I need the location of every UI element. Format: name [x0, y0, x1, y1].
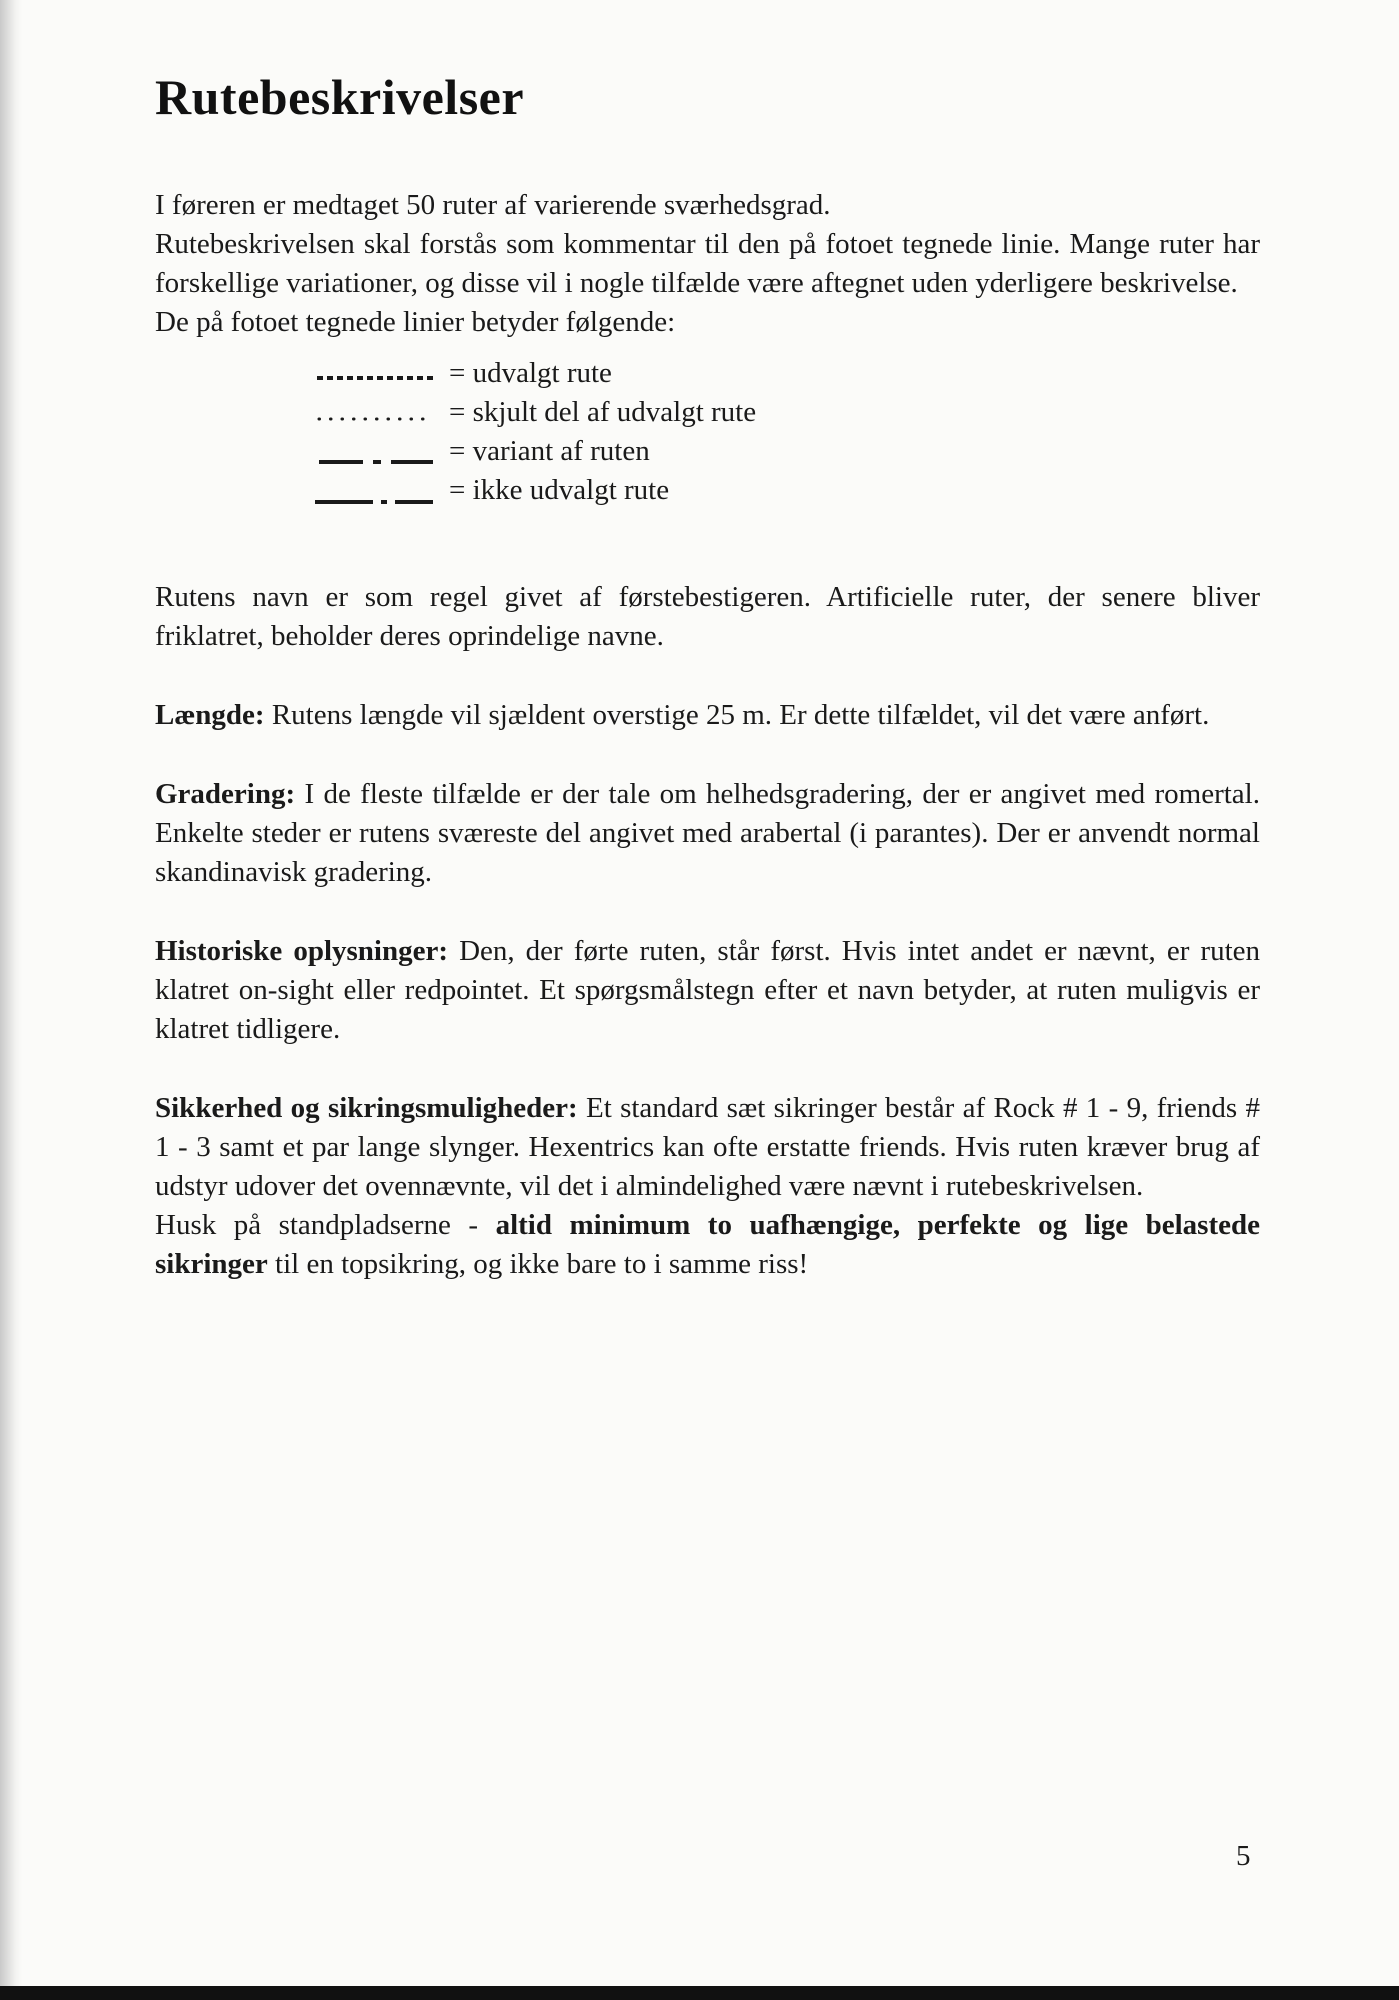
intro-block: [155, 186, 1260, 342]
safety-text: Et standard sæt sikringer består af Rock # 1 - 9, friends # 1 - 3 samt et par lange slynger. Hexentrics kan ofte erstatte friends. Hvis ruten kræver brug af udstyr udover det ovennævnte, vil det i almindelighed være nævnt i rutebeskrivelsen.: [155, 1092, 1260, 1202]
legend-text-selected-route: = udvalgt rute: [449, 357, 612, 389]
grading-text: I de fleste tilfælde er der tale om helhedsgradering, der er angivet med romertal. Enkelte steder er rutens sværeste del angivet med arabertal (i parantes). Der er anvendt normal skandinavisk gradering.: [155, 778, 1260, 888]
page-number: 5: [1236, 1840, 1251, 1872]
legend-row-not-selected: [315, 471, 1260, 510]
reminder-start: Husk på standpladserne -: [155, 1209, 496, 1241]
intro-line-3: De på fotoet tegnede linier betyder følgende:: [155, 306, 676, 338]
intro-line-2: Rutebeskrivelsen skal forstås som kommentar til den på fotoet tegnede linie. Mange ruter har forskellige variationer, og disse vil i nogle tilfælde være aftegnet uden yderligere beskrivelse.: [155, 228, 1260, 299]
legend-row-hidden-part: [315, 393, 1260, 432]
dashed-line-icon: [315, 354, 435, 393]
scan-bottom-edge: [0, 1986, 1399, 2000]
history-paragraph: [155, 932, 1260, 1049]
grading-label: Gradering:: [155, 778, 296, 810]
length-paragraph: [155, 696, 1260, 735]
safety-label: Sikkerhed og sikringsmuligheder:: [155, 1092, 578, 1124]
legend-row-variant: [315, 432, 1260, 471]
route-names-paragraph: Rutens navn er som regel givet af førstebestigeren. Artificielle ruter, der senere bliver friklatret, beholder deres oprindelige navne.: [155, 581, 1260, 652]
history-label: Historiske oplysninger:: [155, 935, 449, 967]
safety-reminder: [155, 1206, 1260, 1284]
length-text: Rutens længde vil sjældent overstige 25 m. Er dette tilfældet, vil det være anført.: [264, 699, 1210, 731]
reminder-end: til en topsikring, og ikke bare to i samme riss!: [267, 1248, 809, 1280]
reminder-bold: altid minimum to uafhængige, perfekte og lige belastede sikringer: [155, 1209, 1260, 1280]
grading-paragraph: [155, 775, 1260, 892]
intro-line-1: I føreren er medtaget 50 ruter af varierende sværhedsgrad.: [155, 189, 831, 221]
page-gutter-shadow: [0, 0, 22, 2000]
length-label: Længde:: [155, 699, 265, 731]
safety-paragraph: [155, 1089, 1260, 1206]
legend-text-not-selected: = ikke udvalgt rute: [449, 474, 670, 506]
dash-dot-solid-line-icon: [315, 471, 435, 510]
line-legend: [315, 354, 1260, 510]
dash-dot-line-icon: [315, 432, 435, 471]
page-content: [155, 68, 1260, 1284]
legend-row-selected-route: [315, 354, 1260, 393]
legend-text-hidden-part: = skjult del af udvalgt rute: [449, 396, 757, 428]
page-title: Rutebeskrivelser: [155, 69, 525, 125]
history-text: Den, der førte ruten, står først. Hvis intet andet er nævnt, er ruten klatret on-sight eller redpointet. Et spørgsmålstegn efter et navn betyder, at ruten muligvis er klatret tidligere.: [155, 935, 1260, 1045]
dotted-line-icon: [315, 393, 435, 432]
legend-text-variant: = variant af ruten: [449, 435, 650, 467]
